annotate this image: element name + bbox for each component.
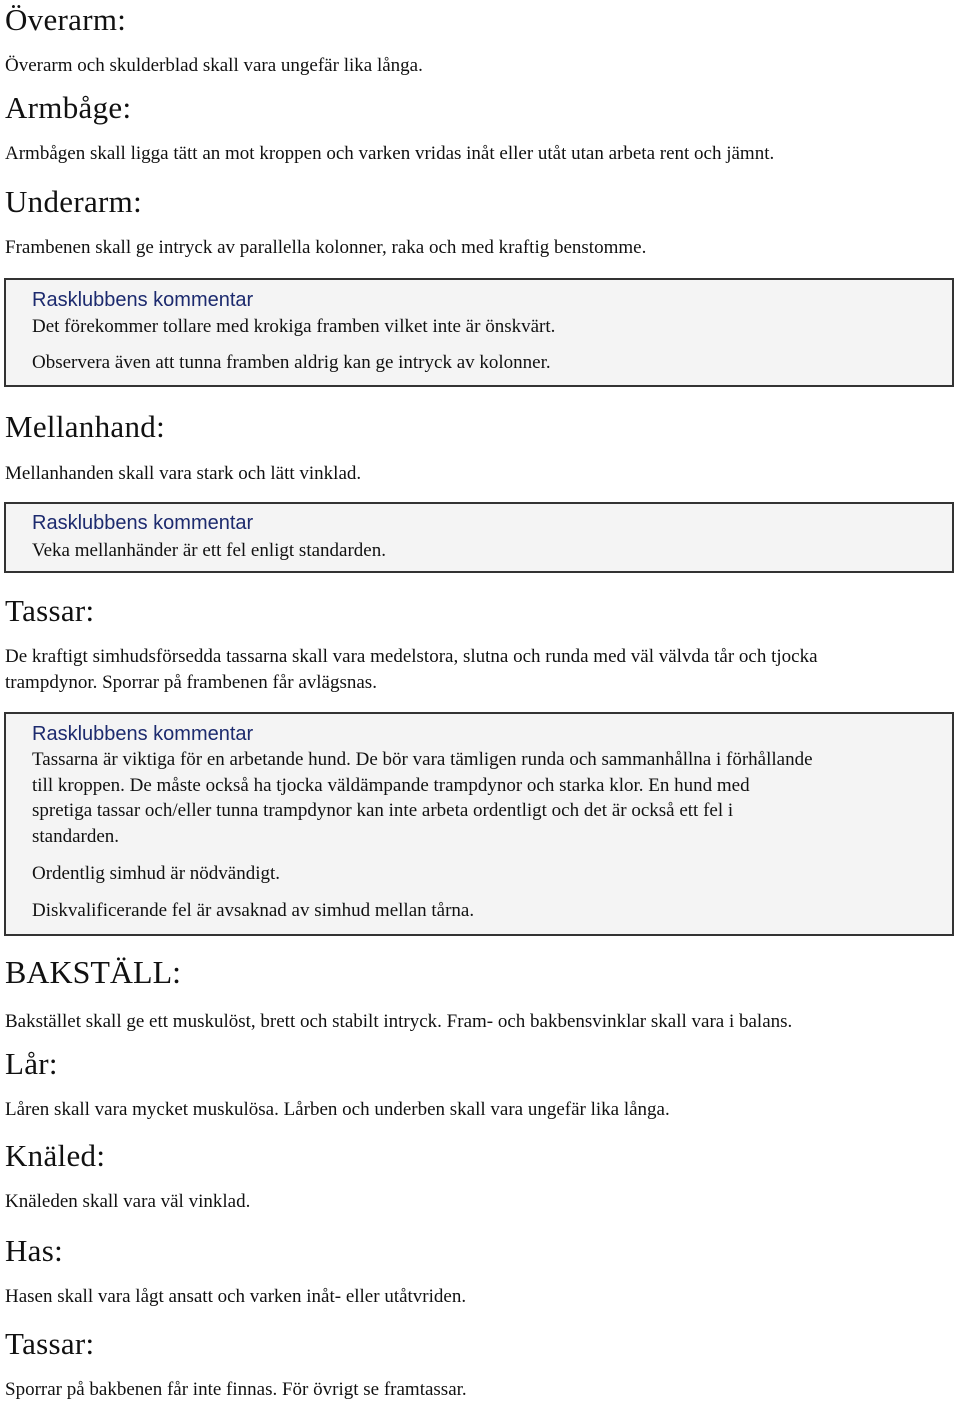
comment-line: Diskvalificerande fel är avsaknad av simhud mellan tårna. <box>32 900 475 921</box>
heading-underarm: Underarm: <box>5 184 142 219</box>
comment-line: Observera även att tunna framben aldrig kan ge intryck av kolonner. <box>32 352 551 373</box>
heading-armbage: Armbåge: <box>5 90 132 125</box>
text-mellanhand: Mellanhanden skall vara stark och lätt vinklad. <box>5 463 362 484</box>
comment-line: till kroppen. De måste också ha tjocka väldämpande trampdynor och starka klor. En hund med <box>32 775 750 796</box>
comment-title: Rasklubbens kommentar <box>32 512 254 534</box>
comment-box-underarm <box>4 278 954 387</box>
comment-line: Tassarna är viktiga för en arbetande hund. De bör vara tämligen runda och sammanhållna i förhållande <box>32 749 813 770</box>
heading-bakstall: BAKSTÄLL: <box>5 954 181 990</box>
text-armbage: Armbågen skall ligga tätt an mot kroppen och varken vridas inåt eller utåt utan arbeta rent och jämnt. <box>5 143 775 164</box>
text-has: Hasen skall vara lågt ansatt och varken inåt- eller utåtvriden. <box>5 1286 467 1307</box>
text-tassar-fram-line: De kraftigt simhudsförsedda tassarna skall vara medelstora, slutna och runda med väl välvda tår och tjocka <box>5 646 818 667</box>
comment-box-mellanhand <box>4 502 954 573</box>
heading-has: Has: <box>5 1233 64 1268</box>
comment-line: Det förekommer tollare med krokiga framben vilket inte är önskvärt. <box>32 316 556 337</box>
comment-line: Veka mellanhänder är ett fel enligt standarden. <box>32 540 386 561</box>
heading-knaled: Knäled: <box>5 1138 106 1173</box>
text-lar: Låren skall vara mycket muskulösa. Lårben och underben skall vara ungefär lika långa. <box>5 1099 670 1120</box>
text-tassar-fram-line: trampdynor. Sporrar på frambenen får avlägsnas. <box>5 672 377 693</box>
heading-tassar-bak: Tassar: <box>5 1326 95 1361</box>
heading-overarm: Överarm: <box>5 2 127 37</box>
text-knaled: Knäleden skall vara väl vinklad. <box>5 1191 251 1212</box>
comment-line: Ordentlig simhud är nödvändigt. <box>32 863 281 884</box>
comment-box-tassar <box>4 712 954 936</box>
text-bakstall: Bakstället skall ge ett muskulöst, brett och stabilt intryck. Fram- och bakbensvinklar skall vara i balans. <box>5 1011 793 1032</box>
text-overarm: Överarm och skulderblad skall vara ungefär lika långa. <box>5 55 423 76</box>
comment-title: Rasklubbens kommentar <box>32 289 254 311</box>
heading-mellanhand: Mellanhand: <box>5 409 165 444</box>
comment-title: Rasklubbens kommentar <box>32 723 254 745</box>
comment-line: standarden. <box>32 826 120 847</box>
heading-tassar-fram: Tassar: <box>5 593 95 628</box>
text-underarm: Frambenen skall ge intryck av parallella kolonner, raka och med kraftig benstomme. <box>5 237 647 258</box>
text-tassar-bak: Sporrar på bakbenen får inte finnas. För övrigt se framtassar. <box>5 1379 467 1400</box>
comment-line: spretiga tassar och/eller tunna trampdynor kan inte arbeta ordentligt och det är också ett fel i <box>32 800 734 821</box>
heading-lar: Lår: <box>5 1046 58 1081</box>
